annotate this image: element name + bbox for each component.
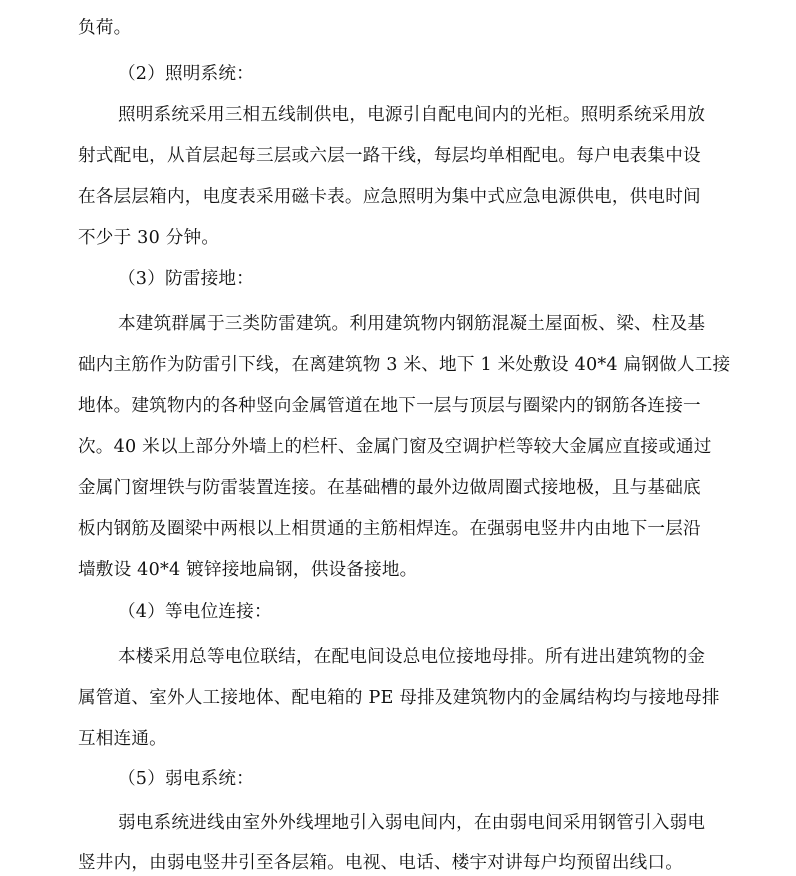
paragraph-grounding-line: 地体。建筑物内的各种竖向金属管道在地下一层与顶层与圈梁内的钢筋各连接一	[78, 396, 701, 416]
paragraph-lighting-line: 不少于 30 分钟。	[78, 228, 220, 248]
paragraph-grounding-line: 次。40 米以上部分外墙上的栏杆、金属门窗及空调护栏等较大金属应直接或通过	[78, 437, 712, 457]
paragraph-equipotential-line: 本楼采用总等电位联结，在配电间设总电位接地母排。所有进出建筑物的金	[118, 647, 706, 667]
paragraph-grounding-line: 金属门窗埋铁与防雷装置连接。在基础槽的最外边做周圈式接地极，且与基础底	[78, 478, 701, 498]
paragraph-grounding-line: 本建筑群属于三类防雷建筑。利用建筑物内钢筋混凝土屋面板、梁、柱及基	[118, 314, 706, 334]
paragraph-low-voltage-line: 弱电系统进线由室外外线埋地引入弱电间内，在由弱电间采用钢管引入弱电	[118, 813, 706, 833]
paragraph-lighting-line: 射式配电，从首层起每三层或六层一路干线，每层均单相配电。每户电表集中设	[78, 146, 701, 166]
section-heading-lighting: （2）照明系统：	[118, 64, 254, 84]
paragraph-grounding-line: 墙敷设 40*4 镀锌接地扁钢，供设备接地。	[78, 560, 418, 580]
text-line: 负荷。	[78, 18, 132, 38]
paragraph-lighting-line: 在各层层箱内，电度表采用磁卡表。应急照明为集中式应急电源供电，供电时间	[78, 187, 701, 207]
paragraph-low-voltage-line: 竖井内，由弱电竖井引至各层箱。电视、电话、楼宇对讲每户均预留出线口。	[78, 853, 683, 873]
section-heading-lightning-protection: （3）防雷接地：	[118, 269, 254, 289]
paragraph-equipotential-line: 属管道、室外人工接地体、配电箱的 PE 母排及建筑物内的金属结构均与接地母排	[78, 688, 720, 708]
paragraph-grounding-line: 板内钢筋及圈梁中两根以上相贯通的主筋相焊连。在强弱电竖井内由地下一层沿	[78, 519, 701, 539]
paragraph-lighting-line: 照明系统采用三相五线制供电，电源引自配电间内的光柜。照明系统采用放	[118, 105, 706, 125]
paragraph-equipotential-line: 互相连通。	[78, 729, 167, 749]
paragraph-grounding-line: 础内主筋作为防雷引下线，在离建筑物 3 米、地下 1 米处敷设 40*4 扁钢做人工接	[78, 355, 731, 375]
section-heading-equipotential: （4）等电位连接：	[118, 602, 272, 622]
section-heading-low-voltage: （5）弱电系统：	[118, 769, 254, 789]
